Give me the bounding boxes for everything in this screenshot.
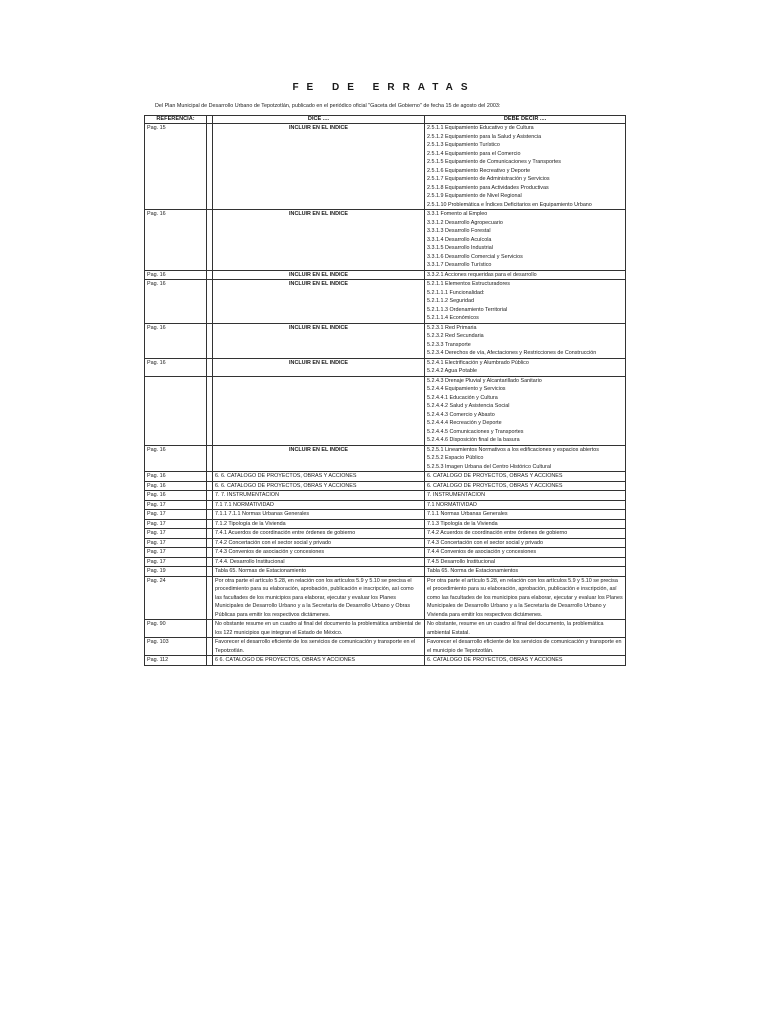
table-row	[145, 358, 626, 376]
debe-line: 7.4.5 Desarrollo Institucional	[427, 558, 496, 565]
row-reference: Pag. 15	[145, 124, 207, 210]
debe-line: 3.3.1.4 Desarrollo Acuícola	[427, 236, 492, 243]
dice-text: 7.1.1 7.1.1 Normas Urbanas Generales	[215, 511, 310, 517]
dice-text: 7.1 7.1 NORMATIVIDAD	[215, 501, 274, 508]
header-debe-decir: DEBE DECIR ....	[425, 116, 626, 124]
debe-line: 6. CATALOGO DE PROYECTOS, OBRAS Y ACCIONES	[427, 482, 563, 489]
debe-line: 6. CATALOGO DE PROYECTOS, OBRAS Y ACCIONES	[427, 473, 563, 479]
row-debe-decir	[425, 491, 626, 501]
debe-line: 3.3.1.3 Desarrollo Forestal	[427, 228, 491, 234]
row-dice	[213, 557, 425, 567]
table-row	[145, 538, 626, 548]
header-dice: DICE ....	[213, 116, 425, 124]
table-row	[145, 491, 626, 501]
debe-line: 2.5.1.1 Equipamiento Educativo y de Cultura	[427, 125, 534, 131]
debe-line: 3.3.2.1 Acciones requeridas para el desarrollo	[427, 271, 537, 278]
debe-line: 5.2.5.3 Imagen Urbana del Centro Histórico Cultural	[427, 463, 552, 470]
debe-line: 5.2.4.4.5 Comunicaciones y Transportes	[427, 428, 524, 435]
row-dice	[213, 538, 425, 548]
row-debe-decir	[425, 576, 626, 620]
debe-line: 5.2.4.4.4 Recreación y Deporte	[427, 420, 502, 426]
row-reference: Pag. 16	[145, 491, 207, 501]
table-row	[145, 548, 626, 558]
debe-line: 5.2.3.3 Transporte	[427, 341, 471, 348]
row-reference: Pag. 17	[145, 510, 207, 520]
table-row	[145, 323, 626, 358]
debe-line: No obstante, resume en un cuadro al final del documento, la problemática ambiental Estatal.	[427, 621, 604, 636]
dice-text: 7.4.4. Desarrollo Institucional	[215, 558, 285, 565]
dice-text: Tabla 65. Normas de Estacionamiento	[215, 568, 307, 574]
row-reference	[145, 376, 207, 445]
debe-line: 5.2.1.1.3 Ordenamiento Territorial	[427, 306, 508, 313]
row-debe-decir	[425, 548, 626, 558]
row-dice	[213, 529, 425, 539]
dice-text: 7.1.2 Tipología de la Vivienda	[215, 520, 286, 527]
debe-line: 6. CATALOGO DE PROYECTOS, OBRAS Y ACCIONES	[427, 657, 563, 663]
dice-text: INCLUIR EN EL INDICE	[289, 125, 348, 131]
row-debe-decir	[425, 472, 626, 482]
row-debe-decir	[425, 567, 626, 577]
table-row	[145, 270, 626, 280]
debe-line: 2.5.1.3 Equipamiento Turístico	[427, 142, 500, 148]
debe-line: 7.4.4 Convenios de asociación y concesiones	[427, 549, 537, 555]
dice-text: INCLUIR EN EL INDICE	[289, 446, 348, 453]
debe-line: 3.3.1.5 Desarrollo Industrial	[427, 245, 493, 251]
row-reference: Pag. 17	[145, 557, 207, 567]
row-debe-decir	[425, 270, 626, 280]
table-row	[145, 567, 626, 577]
header-referencia: REFERENCIA:	[145, 116, 207, 124]
row-reference: Pag. 16	[145, 270, 207, 280]
table-row	[145, 376, 626, 445]
dice-text: 6. 6. CATALOGO DE PROYECTOS, OBRAS Y ACCIONES	[215, 482, 357, 489]
debe-line: 7.4.2 Acuerdos de coordinación entre órdenes de gobierno	[427, 530, 568, 536]
table-header-row	[145, 116, 626, 124]
row-debe-decir	[425, 656, 626, 666]
row-reference: Pag. 17	[145, 500, 207, 510]
debe-line: 5.2.5.2 Espacio Público	[427, 455, 484, 461]
row-dice	[213, 270, 425, 280]
row-reference: Pag. 16	[145, 358, 207, 376]
table-row	[145, 529, 626, 539]
debe-line: 3.3.1.6 Desarrollo Comercial y Servicios	[427, 253, 523, 260]
row-reference: Pag. 103	[145, 638, 207, 656]
row-debe-decir	[425, 529, 626, 539]
debe-line: 5.2.4.1 Electrificación y Alumbrado Público	[427, 359, 529, 366]
row-dice	[213, 124, 425, 210]
debe-line: Favorecer el desarrollo eficiente de los servicios de comunicación y transporte en el municipio de Tepotzotlán.	[427, 639, 622, 654]
debe-line: 7.1.1 Normas Urbanas Generales	[427, 511, 508, 517]
page-title: FE DE ERRATAS	[292, 82, 476, 93]
row-dice	[213, 481, 425, 491]
table-row	[145, 519, 626, 529]
row-debe-decir	[425, 280, 626, 324]
debe-line: 2.5.1.9 Equipamiento de Nivel Regional	[427, 193, 522, 199]
errata-rows	[145, 124, 626, 666]
dice-text: 7.4.1 Acuerdos de coordinación entre órdenes de gobierno	[215, 530, 356, 536]
row-dice	[213, 280, 425, 324]
row-dice	[213, 638, 425, 656]
row-debe-decir	[425, 620, 626, 638]
table-row	[145, 472, 626, 482]
debe-line: 5.2.3.4 Derechos de vía, Afectaciones y Restricciones de Construcción	[427, 350, 597, 356]
row-debe-decir	[425, 538, 626, 548]
dice-text: INCLUIR EN EL INDICE	[289, 211, 348, 217]
dice-text: 6. 6. CATALOGO DE PROYECTOS, OBRAS Y ACCIONES	[215, 473, 357, 479]
debe-line: 3.3.1.7 Desarrollo Turístico	[427, 262, 492, 268]
row-debe-decir	[425, 124, 626, 210]
table-row	[145, 638, 626, 656]
row-debe-decir	[425, 376, 626, 445]
row-dice	[213, 548, 425, 558]
dice-text: INCLUIR EN EL INDICE	[289, 359, 348, 366]
debe-line: Por otra parte el artículo 5.28, en relación con los artículos 5.9 y 5.10 se precisa el procedimiento para su elaboración, aprobación, publicación e inscripción, así como las facultades de los municipios para elaborar, ejecutar y evaluar los Planes Municipales de Desarrollo Urbano y a la Secretaría de Desarrollo Urbano y Vivienda para emitir los respectivos dictámenes.	[427, 577, 623, 618]
debe-line: 2.5.1.7 Equipamiento de Administración y Servicios	[427, 176, 550, 182]
row-dice	[213, 500, 425, 510]
row-reference: Pag. 16	[145, 481, 207, 491]
row-debe-decir	[425, 519, 626, 529]
row-dice	[213, 323, 425, 358]
row-debe-decir	[425, 557, 626, 567]
row-dice	[213, 567, 425, 577]
row-debe-decir	[425, 500, 626, 510]
dice-text: INCLUIR EN EL INDICE	[289, 281, 348, 287]
debe-line: 5.2.4.4 Equipamiento y Servicios	[427, 386, 506, 392]
debe-line: 2.5.1.6 Equipamiento Recreativo y Deporte	[427, 167, 531, 174]
table-row	[145, 620, 626, 638]
row-dice	[213, 472, 425, 482]
debe-line: 3.3.1 Fomento al Empleo	[427, 211, 488, 217]
dice-text: 6 6. CATALOGO DE PROYECTOS, OBRAS Y ACCIONES	[215, 657, 355, 663]
dice-text: 7.4.3 Convenios de asociación y concesiones	[215, 549, 325, 555]
errata-table	[144, 115, 626, 666]
debe-line: 5.2.4.4.2 Salud y Asistencia Social	[427, 403, 510, 409]
row-dice	[213, 445, 425, 472]
debe-line: 2.5.1.5 Equipamiento de Comunicaciones y Transportes	[427, 159, 561, 165]
debe-line: 5.2.4.3 Drenaje Pluvial y Alcantarillado Sanitario	[427, 377, 542, 384]
row-debe-decir	[425, 638, 626, 656]
debe-line: 2.5.1.8 Equipamiento para Actividades Productivas	[427, 184, 549, 191]
debe-line: 7.1.3 Tipología de la Vivienda	[427, 520, 498, 527]
debe-line: 5.2.1.1.2 Seguridad	[427, 298, 475, 304]
row-reference: Pag. 17	[145, 519, 207, 529]
debe-line: 5.2.3.2 Red Secundaria	[427, 333, 484, 339]
table-row	[145, 210, 626, 271]
table-row	[145, 576, 626, 620]
row-debe-decir	[425, 210, 626, 271]
table-row	[145, 124, 626, 210]
dice-text: Favorecer el desarrollo eficiente de los servicios de comunicación y transporte en el Tepotzotlán.	[215, 639, 416, 654]
row-reference: Pag. 17	[145, 538, 207, 548]
dice-text: 7. 7. INSTRUMENTACION	[215, 492, 279, 498]
table-row	[145, 557, 626, 567]
table-row	[145, 445, 626, 472]
debe-line: 7.1 NORMATIVIDAD	[427, 501, 477, 508]
debe-line: 7.4.3 Concertación con el sector social y privado	[427, 539, 543, 546]
debe-line: 5.2.5.1 Lineamientos Normativos a los edificaciones y espacios abiertos	[427, 446, 599, 453]
row-debe-decir	[425, 510, 626, 520]
debe-line: 5.2.3.1 Red Primaria	[427, 324, 477, 331]
dice-text: 7.4.2 Concertación con el sector social y privado	[215, 539, 331, 546]
table-row	[145, 656, 626, 666]
debe-line: 5.2.4.4.1 Educación y Cultura	[427, 394, 498, 401]
row-debe-decir	[425, 445, 626, 472]
row-reference: Pag. 17	[145, 548, 207, 558]
table-row	[145, 500, 626, 510]
debe-line: 5.2.4.2 Agua Potable	[427, 368, 478, 374]
row-reference: Pag. 19	[145, 567, 207, 577]
table-row	[145, 280, 626, 324]
row-dice	[213, 620, 425, 638]
row-reference: Pag. 16	[145, 280, 207, 324]
intro-text: Del Plan Municipal de Desarrollo Urbano de Tepotzotlán, publicado en el periódico oficial "Gaceta del Gobierno" de fecha 15 de agosto del 2003:	[155, 103, 501, 109]
row-debe-decir	[425, 358, 626, 376]
row-dice	[213, 576, 425, 620]
row-reference: Pag. 16	[145, 323, 207, 358]
debe-line: 3.3.1.2 Desarrollo Agropecuario	[427, 219, 503, 226]
row-dice	[213, 376, 425, 445]
debe-line: 5.2.1.1.1 Funcionalidad:	[427, 289, 485, 296]
row-reference: Pag. 16	[145, 210, 207, 271]
row-dice	[213, 358, 425, 376]
dice-text: INCLUIR EN EL INDICE	[289, 324, 348, 331]
debe-line: Tabla 65. Norma de Estacionamientos	[427, 568, 519, 574]
row-reference: Pag. 17	[145, 529, 207, 539]
row-debe-decir	[425, 323, 626, 358]
debe-line: 2.5.1.10 Problemática e Índices Deficitarios en Equipamiento Urbano	[427, 201, 592, 208]
row-reference: Pag. 24	[145, 576, 207, 620]
debe-line: 2.5.1.4 Equipamiento para el Comercio	[427, 150, 521, 157]
row-reference: Pag. 16	[145, 445, 207, 472]
debe-line: 7. INSTRUMENTACION	[427, 492, 486, 498]
debe-line: 5.2.4.4.6 Disposición final de la basura	[427, 437, 520, 443]
table-row	[145, 510, 626, 520]
row-dice	[213, 510, 425, 520]
table-row	[145, 481, 626, 491]
dice-text: INCLUIR EN EL INDICE	[289, 271, 348, 278]
row-reference: Pag. 16	[145, 472, 207, 482]
row-reference: Pag. 90	[145, 620, 207, 638]
row-dice	[213, 656, 425, 666]
row-dice	[213, 491, 425, 501]
row-reference: Pag. 112	[145, 656, 207, 666]
debe-line: 2.5.1.2 Equipamiento para la Salud y Asistencia	[427, 133, 542, 140]
row-dice	[213, 519, 425, 529]
dice-text: Por otra parte el artículo 5.28, en relación con los artículos 5.9 y 5.10 se precisa el procedimiento para su elaboración, aprobación, publicación e inscripción, así como las facultades de los municipios para elaborar, ejecutar y evaluar los Planes Municipales de Desarrollo Urbano y a la Secretaría de Desarrollo Urbano y Obras Públicas para emitir los respectivos dictámenes.	[215, 577, 414, 618]
debe-line: 5.2.4.4.3 Comercio y Abasto	[427, 411, 495, 418]
dice-text: No obstante resume en un cuadro al final del documento la problemática ambiental de los 122 municipios que integran el Estado de México.	[215, 621, 421, 636]
debe-line: 5.2.1.1.4 Económicos	[427, 315, 479, 321]
row-dice	[213, 210, 425, 271]
debe-line: 5.2.1.1 Elementos Estructuradores	[427, 281, 510, 287]
row-debe-decir	[425, 481, 626, 491]
